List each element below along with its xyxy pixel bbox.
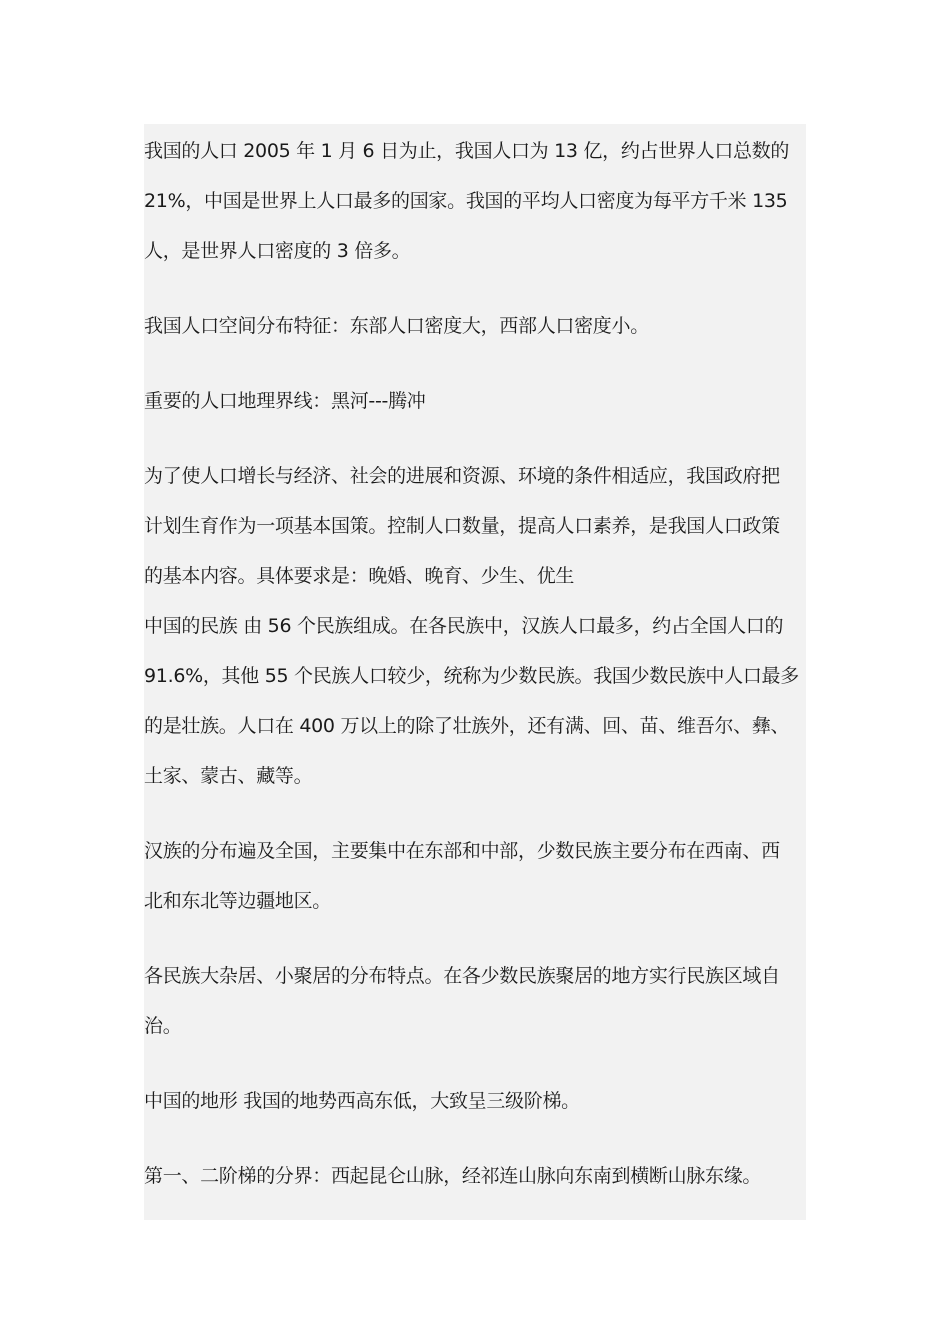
text-line: 我国人口空间分布特征：东部人口密度大，西部人口密度小。: [144, 315, 649, 337]
paragraph-han-distribution: [144, 826, 806, 926]
paragraph-distribution: [144, 301, 806, 351]
text-line: 北和东北等边疆地区。: [144, 890, 332, 912]
text-line: 中国的地形 我国的地势西高东低，大致呈三级阶梯。: [144, 1090, 580, 1112]
text-line: 的基本内容。具体要求是：晚婚、晚育、少生、优生: [144, 565, 575, 587]
paragraph-autonomy: [144, 951, 806, 1051]
paragraph-terrain: [144, 1076, 806, 1126]
paragraph-ethnic-groups: [144, 601, 806, 801]
text-line: 治。: [144, 1015, 182, 1037]
text-line: 汉族的分布遍及全国，主要集中在东部和中部，少数民族主要分布在西南、西: [144, 840, 780, 862]
text-line: 第一、二阶梯的分界：西起昆仑山脉，经祁连山脉向东南到横断山脉东缘。: [144, 1165, 762, 1187]
document-body: [144, 126, 806, 1226]
paragraph-terrain-steps: [144, 1151, 806, 1201]
text-line: 计划生育作为一项基本国策。控制人口数量，提高人口素养，是我国人口政策: [144, 515, 780, 537]
paragraph-family-planning: [144, 451, 806, 601]
text-line: 重要的人口地理界线：黑河---腾冲: [144, 390, 426, 412]
text-line: 人，是世界人口密度的 3 倍多。: [144, 240, 411, 262]
text-line: 的是壮族。人口在 400 万以上的除了壮族外，还有满、回、苗、维吾尔、彝、: [144, 715, 790, 737]
text-line: 土家、蒙古、藏等。: [144, 765, 313, 787]
paragraph-boundary-line: [144, 376, 806, 426]
text-line: 我国的人口 2005 年 1 月 6 日为止，我国人口为 13 亿，约占世界人口总数的: [144, 140, 790, 162]
text-line: 91.6%，其他 55 个民族人口较少，统称为少数民族。我国少数民族中人口最多: [144, 665, 799, 687]
text-line: 21%，中国是世界上人口最多的国家。我国的平均人口密度为每平方千米 135: [144, 190, 788, 212]
text-line: 为了使人口增长与经济、社会的进展和资源、环境的条件相适应，我国政府把: [144, 465, 780, 487]
paragraph-population: [144, 126, 806, 276]
text-line: 中国的民族 由 56 个民族组成。在各民族中，汉族人口最多，约占全国人口的: [144, 615, 784, 637]
text-line: 各民族大杂居、小聚居的分布特点。在各少数民族聚居的地方实行民族区域自: [144, 965, 780, 987]
